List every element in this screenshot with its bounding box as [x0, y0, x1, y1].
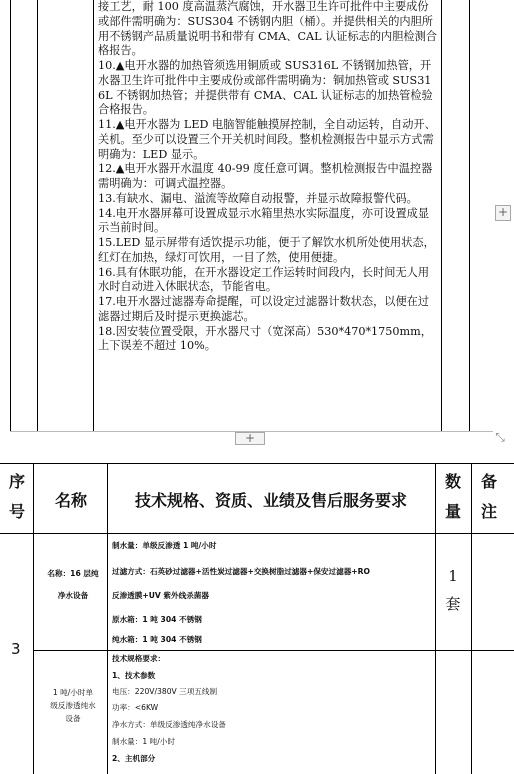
spec-line: 电压：220V/380V 三项五线制 [112, 687, 218, 696]
spec-item: 10.▲电开水器的加热管须选用铜质或 SUS316L 不锈钢加热管，开水器卫生许可批件中主要成份或部件需明确为：铜加热管或 SUS316L 不锈钢加热管；并提供带有 CMA、CAL 认证标志的加热管检验合格报告。 [98, 59, 433, 117]
sub-row-divider [33, 650, 514, 651]
spec-continuation-text [98, 0, 438, 354]
spec-line: 净水方式：单级反渗透纯净水设备 [112, 720, 226, 729]
upper-col-divider-1 [37, 0, 38, 431]
header-note: 备 注 [480, 472, 497, 521]
table-col-divider-4 [471, 463, 472, 774]
header-seq: 序 号 [8, 472, 25, 521]
spec-line: 反渗透膜+UV 紫外线杀菌器 [112, 591, 209, 600]
spec-item: 12.▲电开水器开水温度 40-99 度任意可调。整机检测报告中温控器需明确为：可调式温控器。 [98, 162, 433, 190]
header-name: 名称 [54, 491, 87, 510]
item-name-a: 名称：16 层纯 净水设备 [47, 569, 99, 600]
spec-item: 14.电开水器屏幕可设置成显示水箱里热水实际温度，亦可设置成显示当前时间。 [98, 206, 430, 235]
upper-col-divider-2 [93, 0, 94, 431]
spec-item: 15.LED 显示屏带有适饮提示功能，便于了解饮水机所处使用状态，红灯在加热，绿灯可饮用，一目了然，使用便捷。 [98, 236, 435, 264]
upper-col-divider-4 [469, 0, 470, 431]
spec-line: 原水箱：1 吨 304 不锈钢 [112, 615, 202, 624]
table-col-divider-3 [435, 463, 436, 774]
upper-left-border [10, 0, 11, 431]
header-qty: 数 量 [444, 472, 461, 521]
header-bottom-border [0, 533, 514, 534]
row-seq-number: 3 [11, 640, 21, 658]
upper-col-divider-3 [441, 0, 442, 431]
spec-item: 18.因安装位置受限，开水器尺寸（宽深高）530*470*1750mm，上下误差不超过 10%。 [98, 324, 432, 353]
spec-line: 2、主机部分 [112, 754, 156, 763]
add-column-button[interactable]: + [495, 205, 511, 221]
spec-line: 制水量：1 吨/小时 [112, 737, 175, 746]
add-row-button[interactable]: + [235, 432, 265, 445]
spec-item: 16.具有休眠功能，在开水器设定工作运转时间段内，长时间无人用水时自动进入休眠状态，节能省电。 [98, 265, 430, 294]
spec-item: 13.有缺水、漏电、溢流等故障自动报警，并显示故障报警代码。 [98, 191, 418, 205]
table-resize-handle[interactable]: ⤡ [495, 430, 505, 444]
spec-item: 11.▲电开水器为 LED 电脑智能触摸屏控制，全自动运转，自动开、关机。至少可以设置三个开关机时间段。整机检测报告中显示方式需明确为：LED 显示。 [98, 118, 436, 161]
header-spec: 技术规格、资质、业绩及售后服务要求 [134, 491, 407, 510]
spec-item: 接工艺，耐 100 度高温蒸汽腐蚀，开水器卫生许可批件中主要成份或部件需明确为：SUS304 不锈钢内胆（桶）。并提供相关的内胆所用不锈钢产品质量说明书和带有 CMA、CAL 认证标志的内胆检测合格报告。 [98, 0, 437, 58]
spec-line: 技术规格要求： [112, 654, 166, 663]
spec-line: 过滤方式：石英砂过滤器+活性炭过滤器+交换树脂过滤器+保安过滤器+RO [112, 567, 370, 576]
table-col-divider-2 [107, 463, 108, 774]
item-name-b: 1 吨/小时单 级反渗透纯水 设备 [50, 688, 96, 723]
spec-line: 制水量：单级反渗透 1 吨/小时 [112, 541, 217, 550]
spec-line: 1、技术参数 [112, 671, 156, 680]
table-col-divider-1 [33, 463, 34, 774]
spec-line: 功率：<6KW [112, 703, 159, 712]
table-top-border [0, 463, 514, 464]
spec-line: 纯水箱：1 吨 304 不锈钢 [112, 635, 202, 644]
quantity-cell: 1 套 [445, 567, 461, 613]
spec-item: 17.电开水器过滤器寿命提醒，可以设定过滤器计数状态，以便在过滤器过期后及时提示更换滤芯。 [98, 295, 430, 323]
